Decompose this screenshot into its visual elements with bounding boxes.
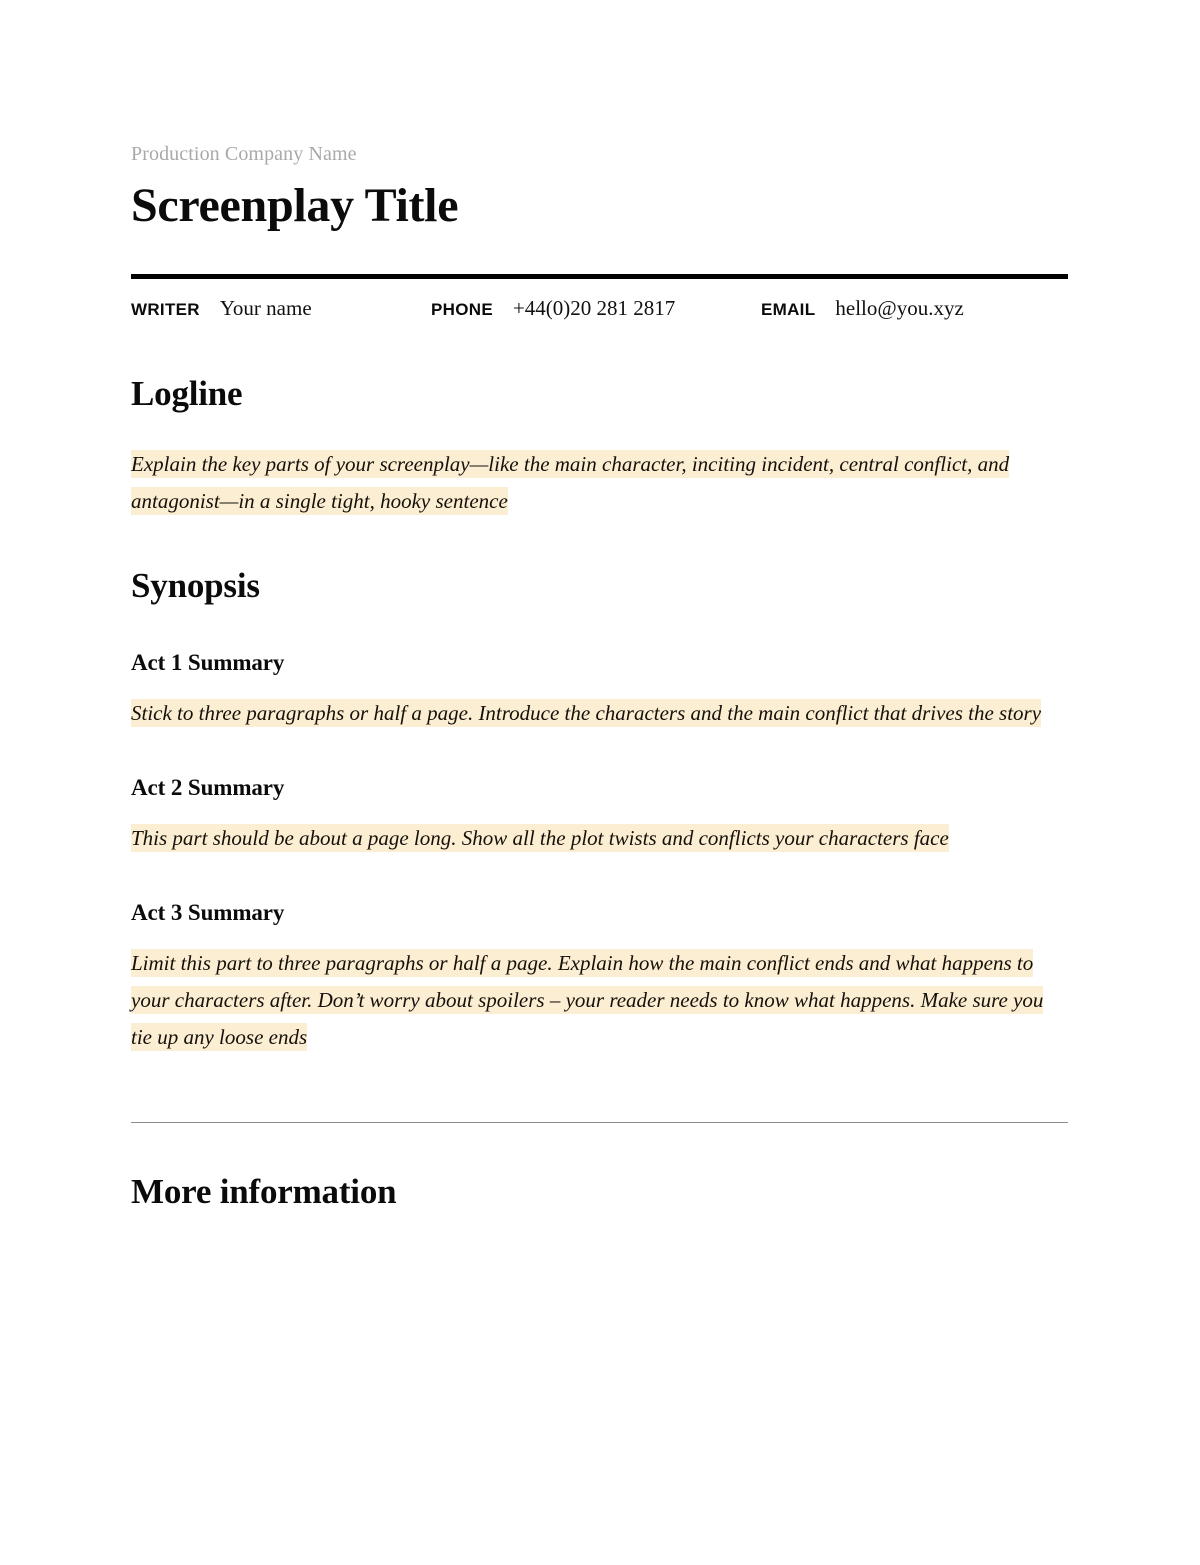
logline-placeholder-text: Explain the key parts of your screenplay—like the main character, inciting incident, central conflict, and antagonist—in a single tight, hooky sentence — [131, 452, 1010, 513]
act-2-placeholder-paragraph[interactable] — [131, 802, 1049, 857]
email-value[interactable]: hello@you.xyz — [835, 296, 964, 320]
act-2-placeholder-text: This part should be about a page long. Show all the plot twists and conflicts your characters face — [131, 826, 949, 850]
email-label: EMAIL — [761, 300, 816, 319]
contact-field-writer — [131, 296, 431, 320]
phone-label: PHONE — [431, 300, 493, 319]
contact-field-phone — [431, 296, 761, 320]
act-3-placeholder-paragraph[interactable] — [131, 927, 1068, 1056]
page-title: Screenplay Title — [131, 179, 459, 232]
contact-row — [131, 279, 1068, 320]
writer-value[interactable]: Your name — [219, 296, 312, 320]
section-heading-logline: Logline — [131, 374, 243, 413]
production-company-name: Production Company Name — [131, 143, 357, 165]
contact-field-email — [761, 296, 1061, 320]
act-3-placeholder-text: Limit this part to three paragraphs or half a page. Explain how the main conflict ends and what happens to your characters after. Don’t worry about spoilers – your reader needs to know what happens. Make sure you tie up any loose ends — [131, 951, 1044, 1049]
section-heading-synopsis: Synopsis — [131, 566, 260, 605]
sub-heading-act-1: Act 1 Summary — [131, 650, 285, 675]
section-heading-more-information: More information — [131, 1172, 397, 1211]
sub-heading-act-2: Act 2 Summary — [131, 775, 285, 800]
document-content — [131, 0, 1068, 1213]
sub-heading-act-3: Act 3 Summary — [131, 900, 285, 925]
logline-placeholder-paragraph[interactable] — [131, 415, 1043, 520]
act-1-placeholder-paragraph[interactable] — [131, 677, 1043, 732]
writer-label: WRITER — [131, 300, 200, 319]
act-1-placeholder-text: Stick to three paragraphs or half a page. Introduce the characters and the main conflict that drives the story — [131, 701, 1042, 725]
phone-value[interactable]: +44(0)20 281 2817 — [512, 296, 676, 320]
